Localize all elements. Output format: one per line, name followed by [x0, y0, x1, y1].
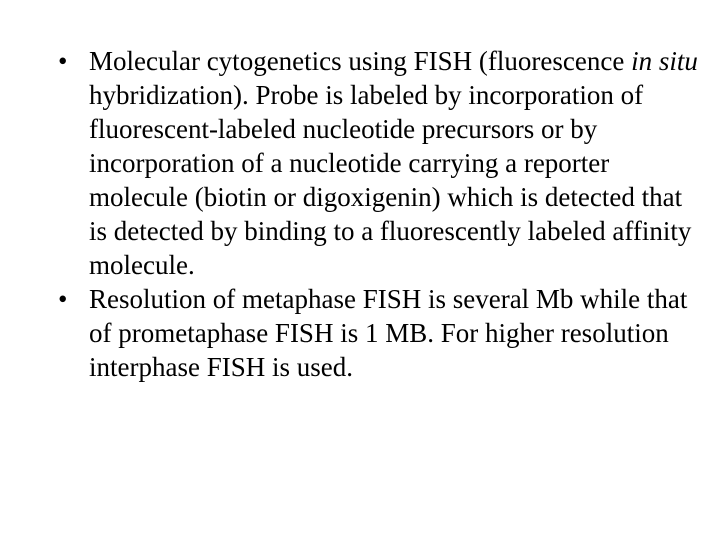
bullet-text-segment: hybridization). Probe is labeled by incorporation of fluorescent-labeled nucleotide precursors or by incorporation of a nucleotide carrying a reporter molecule (biotin or digoxigenin) which is detected that is detected by binding to a fluorescently labeled affinity molecule.	[89, 80, 692, 280]
bullet-item-fish-probe	[58, 44, 698, 282]
bullet-list	[58, 44, 698, 384]
bullet-text-segment: Molecular cytogenetics using FISH (fluorescence	[89, 46, 632, 76]
bullet-marker: •	[58, 284, 68, 314]
bullet-marker: •	[58, 46, 68, 76]
bullet-item-resolution	[58, 282, 698, 384]
bullet-text-segment: Resolution of metaphase FISH is several Mb while that of prometaphase FISH is 1 MB. For higher resolution interphase FISH is used.	[89, 284, 688, 382]
bullet-text-italic-segment: in situ	[631, 46, 698, 76]
